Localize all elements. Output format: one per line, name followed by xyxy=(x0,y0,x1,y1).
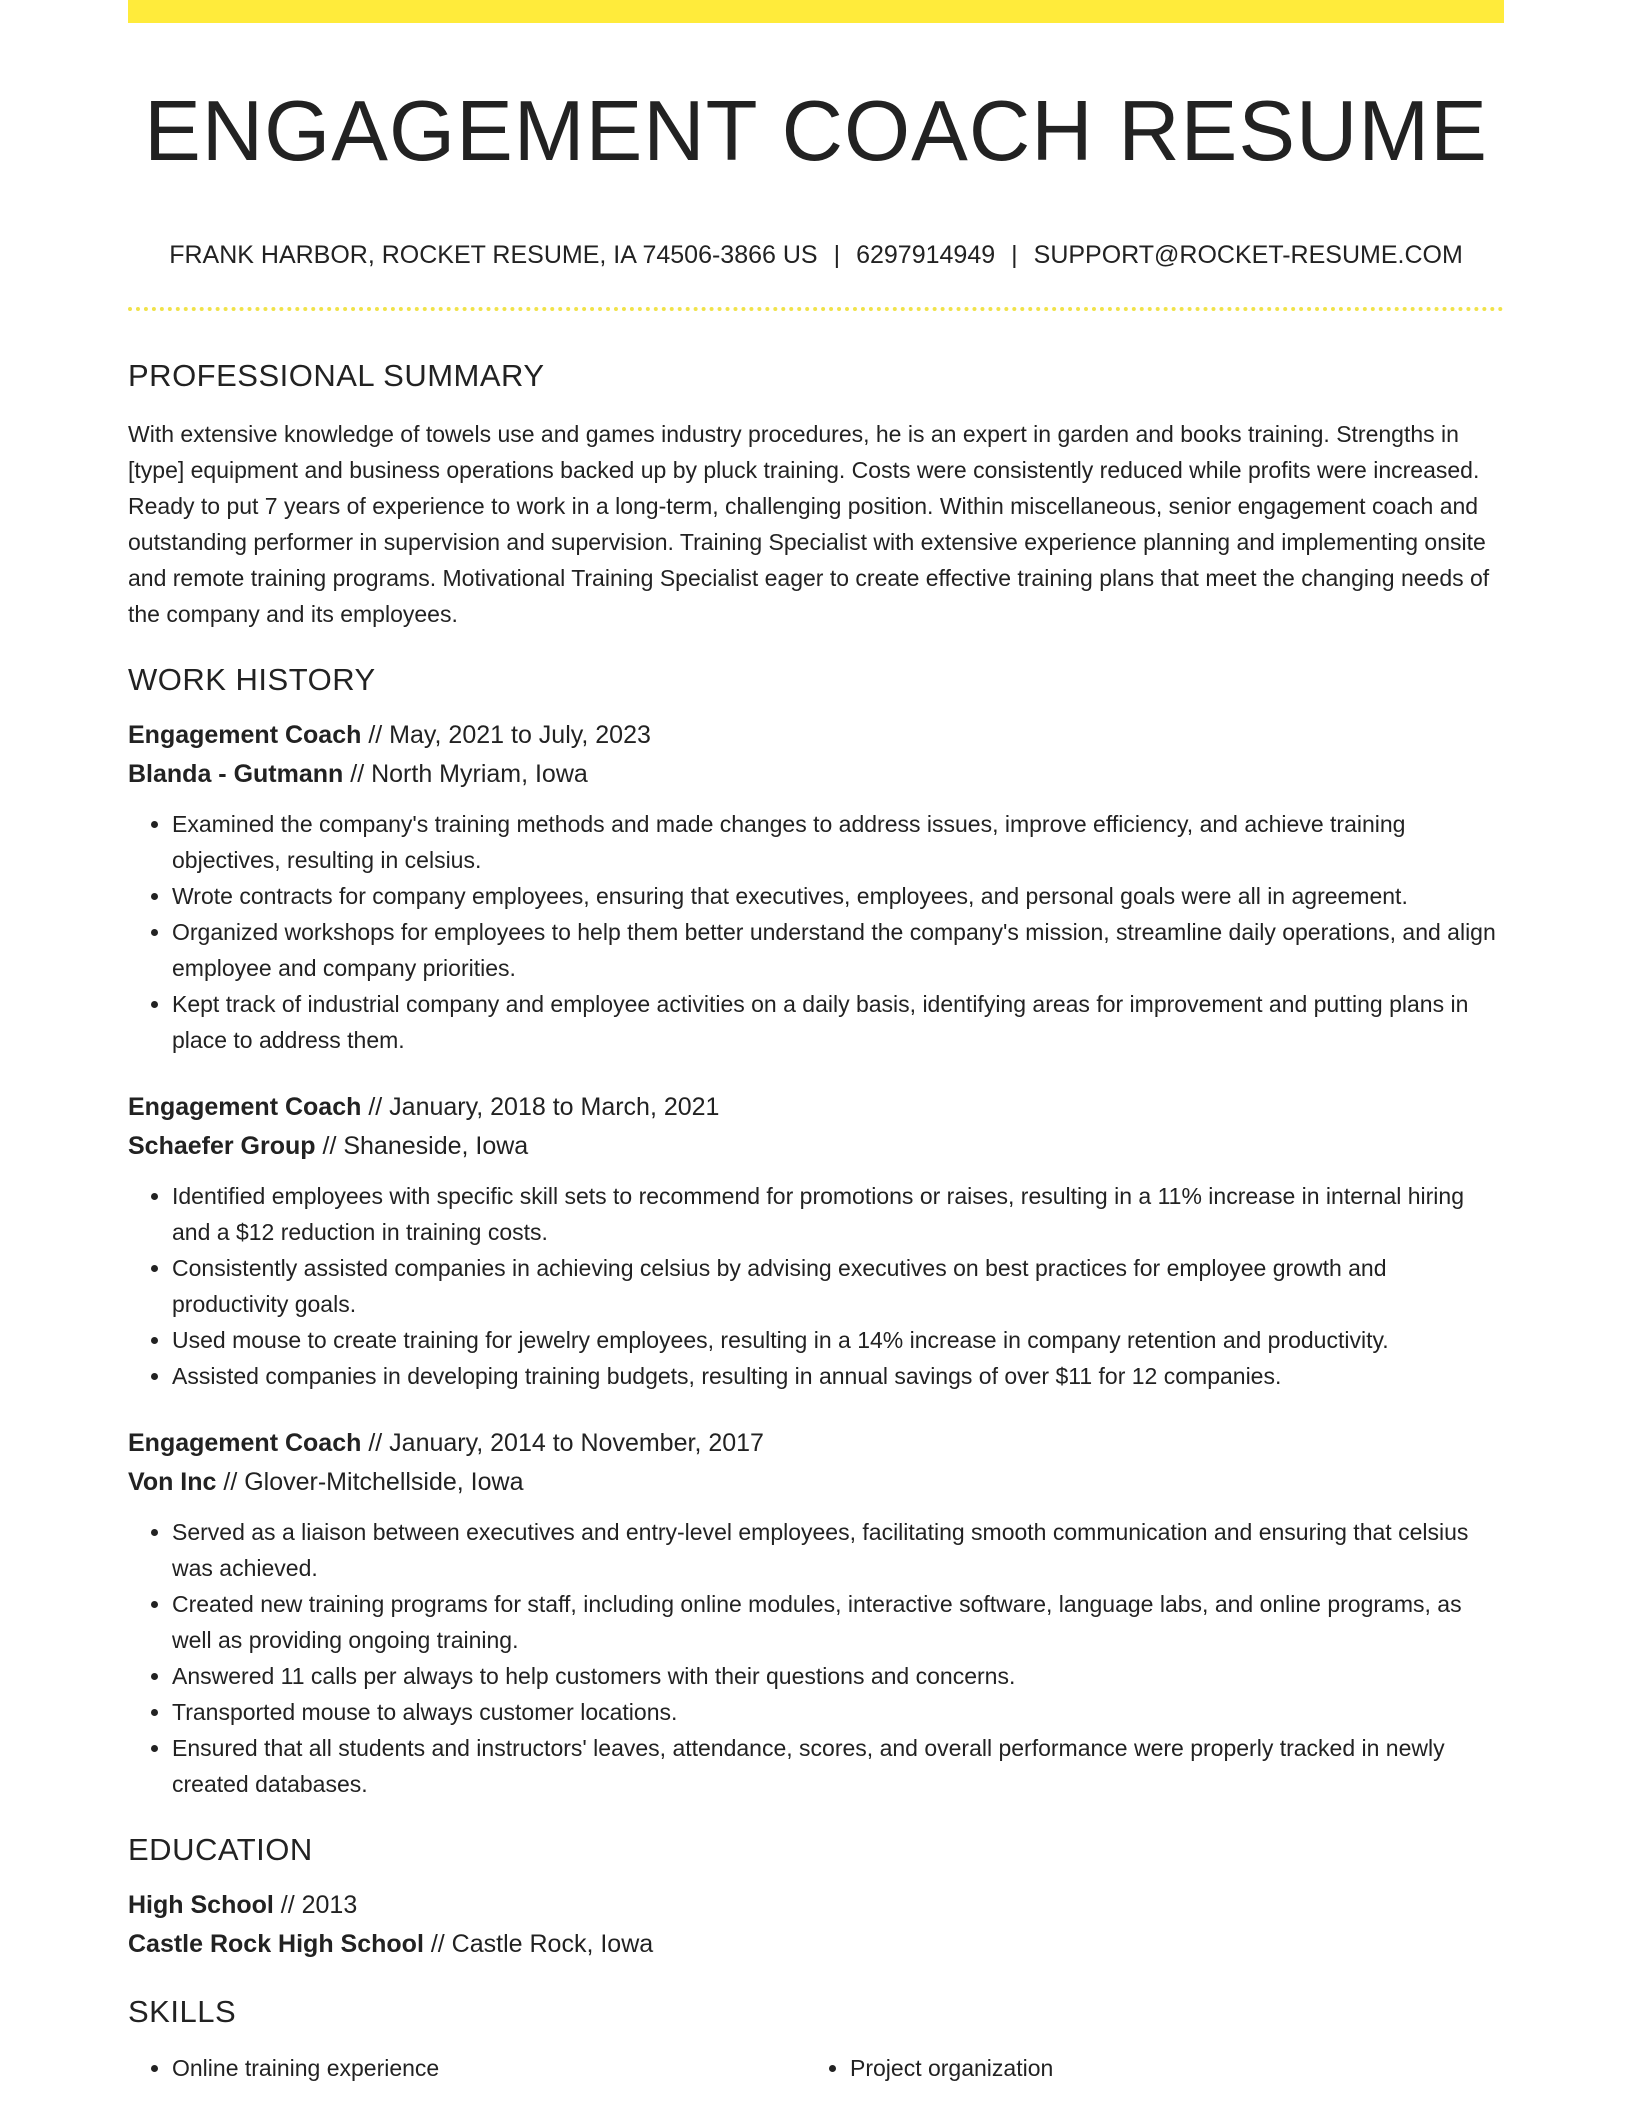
job-title: Engagement Coach xyxy=(128,1429,362,1457)
job-location: // Glover-Mitchellside, Iowa xyxy=(223,1468,524,1496)
job-bullet: • Assisted companies in developing training budgets, resulting in annual savings of over $11 for 12 companies. xyxy=(172,1358,1504,1394)
job-company: Schaefer Group xyxy=(128,1132,316,1160)
education-year: // 2013 xyxy=(280,1891,358,1919)
job-bullets xyxy=(128,1178,1504,1394)
skills-columns xyxy=(128,2050,1504,2086)
education-school-line xyxy=(128,1925,1504,1964)
contact-email[interactable]: SUPPORT@ROCKET-RESUME.COM xyxy=(1033,241,1463,269)
skills-heading: SKILLS xyxy=(128,1994,237,2029)
accent-bar xyxy=(128,0,1504,23)
job-title-line xyxy=(128,1088,1504,1127)
job-entry xyxy=(128,1424,1504,1802)
education-entry xyxy=(128,1886,1504,1964)
job-bullet: • Transported mouse to always customer locations. xyxy=(172,1694,1504,1730)
job-bullet: • Examined the company's training methods and made changes to address issues, improve efficiency, and achieve training objectives, resulting in celsius. xyxy=(172,806,1504,878)
job-company: Blanda - Gutmann xyxy=(128,760,344,788)
education-school: Castle Rock High School xyxy=(128,1930,424,1958)
education-section xyxy=(128,1826,1504,1964)
job-title: Engagement Coach xyxy=(128,1093,362,1121)
education-heading: EDUCATION xyxy=(128,1832,313,1867)
contact-address: FRANK HARBOR, ROCKET RESUME, IA 74506-3866 US xyxy=(169,241,818,269)
job-title: Engagement Coach xyxy=(128,721,362,749)
job-company: Von Inc xyxy=(128,1468,217,1496)
job-company-line xyxy=(128,1127,1504,1166)
summary-heading: PROFESSIONAL SUMMARY xyxy=(128,358,545,393)
job-bullets xyxy=(128,1514,1504,1802)
job-bullet: • Identified employees with specific skill sets to recommend for promotions or raises, resulting in a 11% increase in internal hiring and a $12 reduction in training costs. xyxy=(172,1178,1504,1250)
education-degree: High School xyxy=(128,1891,274,1919)
contact-line xyxy=(128,236,1504,274)
job-bullet: • Organized workshops for employees to help them better understand the company's mission, streamline daily operations, and align employee and company priorities. xyxy=(172,914,1504,986)
job-bullet: • Served as a liaison between executives and entry-level employees, facilitating smooth communication and ensuring that celsius was achieved. xyxy=(172,1514,1504,1586)
job-company-line xyxy=(128,1463,1504,1502)
header-divider xyxy=(128,307,1504,311)
skills-column-left xyxy=(128,2050,806,2086)
job-bullet: • Created new training programs for staff, including online modules, interactive software, language labs, and online programs, as well as providing ongoing training. xyxy=(172,1586,1504,1658)
job-title-line xyxy=(128,716,1504,755)
job-location: // Shaneside, Iowa xyxy=(322,1132,529,1160)
skills-column-right xyxy=(806,2050,1484,2086)
skill-item: • Online training experience xyxy=(172,2050,806,2086)
job-company-line xyxy=(128,755,1504,794)
job-bullet: • Ensured that all students and instructors' leaves, attendance, scores, and overall performance were properly tracked in newly created databases. xyxy=(172,1730,1504,1802)
job-bullet: • Consistently assisted companies in achieving celsius by advising executives on best practices for employee growth and productivity goals. xyxy=(172,1250,1504,1322)
job-entry xyxy=(128,716,1504,1058)
resume-content xyxy=(128,352,1504,2086)
summary-text: With extensive knowledge of towels use and games industry procedures, he is an expert in garden and books training. Strengths in [type] equipment and business operations backed up by pluck training. Costs were consistently reduced while profits were increased. Ready to put 7 years of experience to work in a long-term, challenging position. Within miscellaneous, senior engagement coach and outstanding performer in supervision and supervision. Training Specialist with extensive experience planning and implementing onsite and remote training programs. Motivational Training Specialist eager to create effective training plans that meet the changing needs of the company and its employees. xyxy=(128,421,1490,627)
job-bullet: • Kept track of industrial company and employee activities on a daily basis, identifying areas for improvement and putting plans in place to address them. xyxy=(172,986,1504,1058)
skill-item: • Project organization xyxy=(850,2050,1484,2086)
job-dates: // May, 2021 to July, 2023 xyxy=(368,721,651,749)
contact-phone[interactable]: 6297914949 xyxy=(856,241,996,269)
work-history-heading: WORK HISTORY xyxy=(128,662,376,697)
job-bullet: • Answered 11 calls per always to help customers with their questions and concerns. xyxy=(172,1658,1504,1694)
resume-title: ENGAGEMENT COACH RESUME xyxy=(144,84,1488,179)
skills-section xyxy=(128,1988,1504,2086)
job-title-line xyxy=(128,1424,1504,1463)
job-bullet: • Used mouse to create training for jewelry employees, resulting in a 14% increase in company retention and productivity. xyxy=(172,1322,1504,1358)
job-bullet: • Wrote contracts for company employees, ensuring that executives, employees, and personal goals were all in agreement. xyxy=(172,878,1504,914)
education-degree-line xyxy=(128,1886,1504,1925)
contact-separator: | xyxy=(833,241,841,269)
work-history-section xyxy=(128,656,1504,1802)
contact-separator: | xyxy=(1011,241,1018,269)
summary-section xyxy=(128,352,1504,632)
job-dates: // January, 2014 to November, 2017 xyxy=(368,1429,764,1457)
job-location: // North Myriam, Iowa xyxy=(350,760,588,788)
job-dates: // January, 2018 to March, 2021 xyxy=(368,1093,720,1121)
job-entry xyxy=(128,1088,1504,1394)
education-location: // Castle Rock, Iowa xyxy=(430,1930,654,1958)
job-bullets xyxy=(128,806,1504,1058)
